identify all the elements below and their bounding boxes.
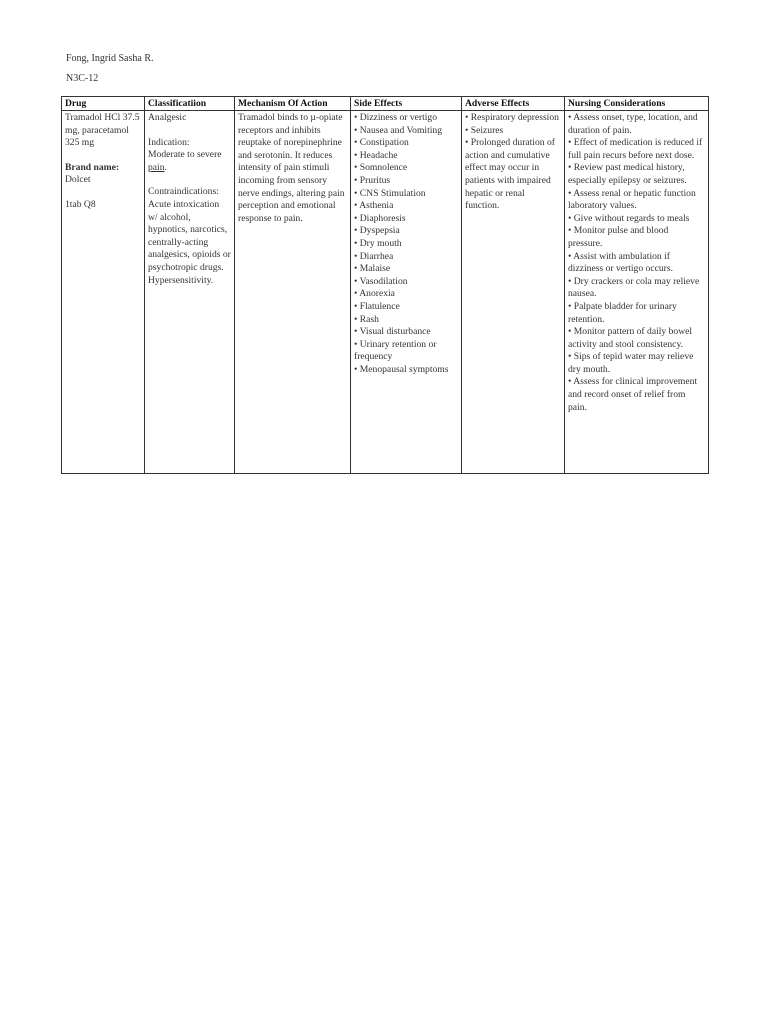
nursing-considerations-list: [568, 112, 705, 414]
side-effect-item: • Headache: [354, 149, 398, 161]
indication-label: Indication:: [148, 136, 190, 148]
nursing-item: • Review past medical history, especially epilepsy or seizures.: [568, 162, 687, 186]
side-effect-item: • Urinary retention or frequency: [354, 338, 437, 363]
table-row: [62, 111, 709, 474]
side-effect-item: • Rash: [354, 313, 379, 325]
drug-name: Tramadol HCl 37.5 mg, paracetamol 325 mg: [65, 112, 140, 149]
nursing-item: • Give without regards to meals: [568, 212, 690, 224]
side-effect-item: • Diarrhea: [354, 250, 394, 262]
col-header-adverse-effects: Adverse Effects: [462, 97, 565, 111]
student-name: Fong, Ingrid Sasha R.: [66, 53, 154, 64]
nursing-item: • Assess renal or hepatic function laboratory values.: [568, 187, 696, 212]
contraindications-text: Acute intoxication w/ alcohol, hypnotics, narcotics, centrally-acting analgesics, opioids or psychotropic drugs. Hypersensitivity.: [148, 198, 231, 286]
side-effect-item: • Asthenia: [354, 200, 394, 212]
nursing-item: • Assess for clinical improvement and record onset of relief from pain.: [568, 376, 698, 413]
adverse-effect-item: • Seizures: [465, 124, 504, 136]
drug-dose: 1tab Q8: [65, 198, 96, 210]
drug-study-table: [61, 96, 709, 474]
indication-body: Moderate to severe: [148, 149, 222, 161]
side-effect-item: • Dizziness or vertigo: [354, 112, 438, 123]
side-effect-item: • Visual disturbance: [354, 326, 431, 338]
brand-label: Brand name:: [65, 161, 120, 173]
col-header-side-effects: Side Effects: [351, 97, 462, 111]
nursing-item: • Sips of tepid water may relieve dry mouth.: [568, 351, 694, 375]
side-effect-item: • Menopausal symptoms: [354, 363, 449, 375]
mechanism-text: Tramadol binds to µ-opiate receptors and inhibits reuptake of norepinephrine and serotonin. It reduces intensity of pain stimuli incoming from sensory nerve endings, altering pain perception and emotional response to pain.: [238, 112, 345, 224]
nursing-item: • Dry crackers or cola may relieve nausea.: [568, 275, 700, 300]
side-effect-item: • Dry mouth: [354, 237, 402, 249]
side-effect-item: • CNS Stimulation: [354, 187, 426, 199]
side-effect-item: • Vasodilation: [354, 275, 408, 287]
brand-name: Dolcet: [65, 174, 91, 186]
nursing-item: • Assess onset, type, location, and duration of pain.: [568, 112, 698, 136]
adverse-effects-list: [465, 112, 561, 213]
nursing-item: • Assist with ambulation if dizziness or vertigo occurs.: [568, 250, 673, 275]
drug-class: Analgesic: [148, 112, 187, 123]
side-effects-cell: [351, 111, 462, 474]
adverse-effects-cell: [462, 111, 565, 474]
classification-cell: [145, 111, 235, 474]
col-header-mechanism: Mechanism Of Action: [235, 97, 351, 111]
nursing-item: • Monitor pattern of daily bowel activity and stool consistency.: [568, 326, 693, 350]
side-effect-item: • Pruritus: [354, 174, 391, 186]
section-code: N3C-12: [66, 73, 99, 84]
side-effect-item: • Dyspepsia: [354, 225, 400, 237]
drug-cell: [62, 111, 145, 474]
col-header-nursing: Nursing Considerations: [565, 97, 709, 111]
side-effect-item: • Nausea and Vomiting: [354, 124, 443, 136]
indication-pain-link[interactable]: pain: [148, 161, 165, 173]
nursing-item: • Effect of medication is reduced if full pain recurs before next dose.: [568, 137, 703, 161]
side-effect-item: • Flatulence: [354, 300, 400, 312]
side-effects-list: [354, 112, 458, 376]
contraindications-label: Contraindications:: [148, 186, 219, 198]
mechanism-cell: [235, 111, 351, 474]
side-effect-item: • Diaphoresis: [354, 212, 406, 224]
indication-text: [148, 149, 231, 174]
adverse-effect-item: • Respiratory depression: [465, 112, 559, 123]
nursing-item: • Monitor pulse and blood pressure.: [568, 225, 669, 249]
side-effect-item: • Malaise: [354, 263, 391, 275]
side-effect-item: • Anorexia: [354, 288, 395, 300]
col-header-drug: Drug: [62, 97, 145, 111]
side-effect-item: • Constipation: [354, 137, 409, 149]
nursing-cell: [565, 111, 709, 474]
side-effect-item: • Somnolence: [354, 162, 408, 174]
adverse-effect-item: • Prolonged duration of action and cumulative effect may occur in patients with impaired hepatic or renal function.: [465, 137, 555, 212]
indication-period: .: [164, 161, 167, 173]
col-header-classification: Classificatiion: [145, 97, 235, 111]
table-header-row: [62, 97, 709, 111]
nursing-item: • Palpate bladder for urinary retention.: [568, 300, 677, 325]
